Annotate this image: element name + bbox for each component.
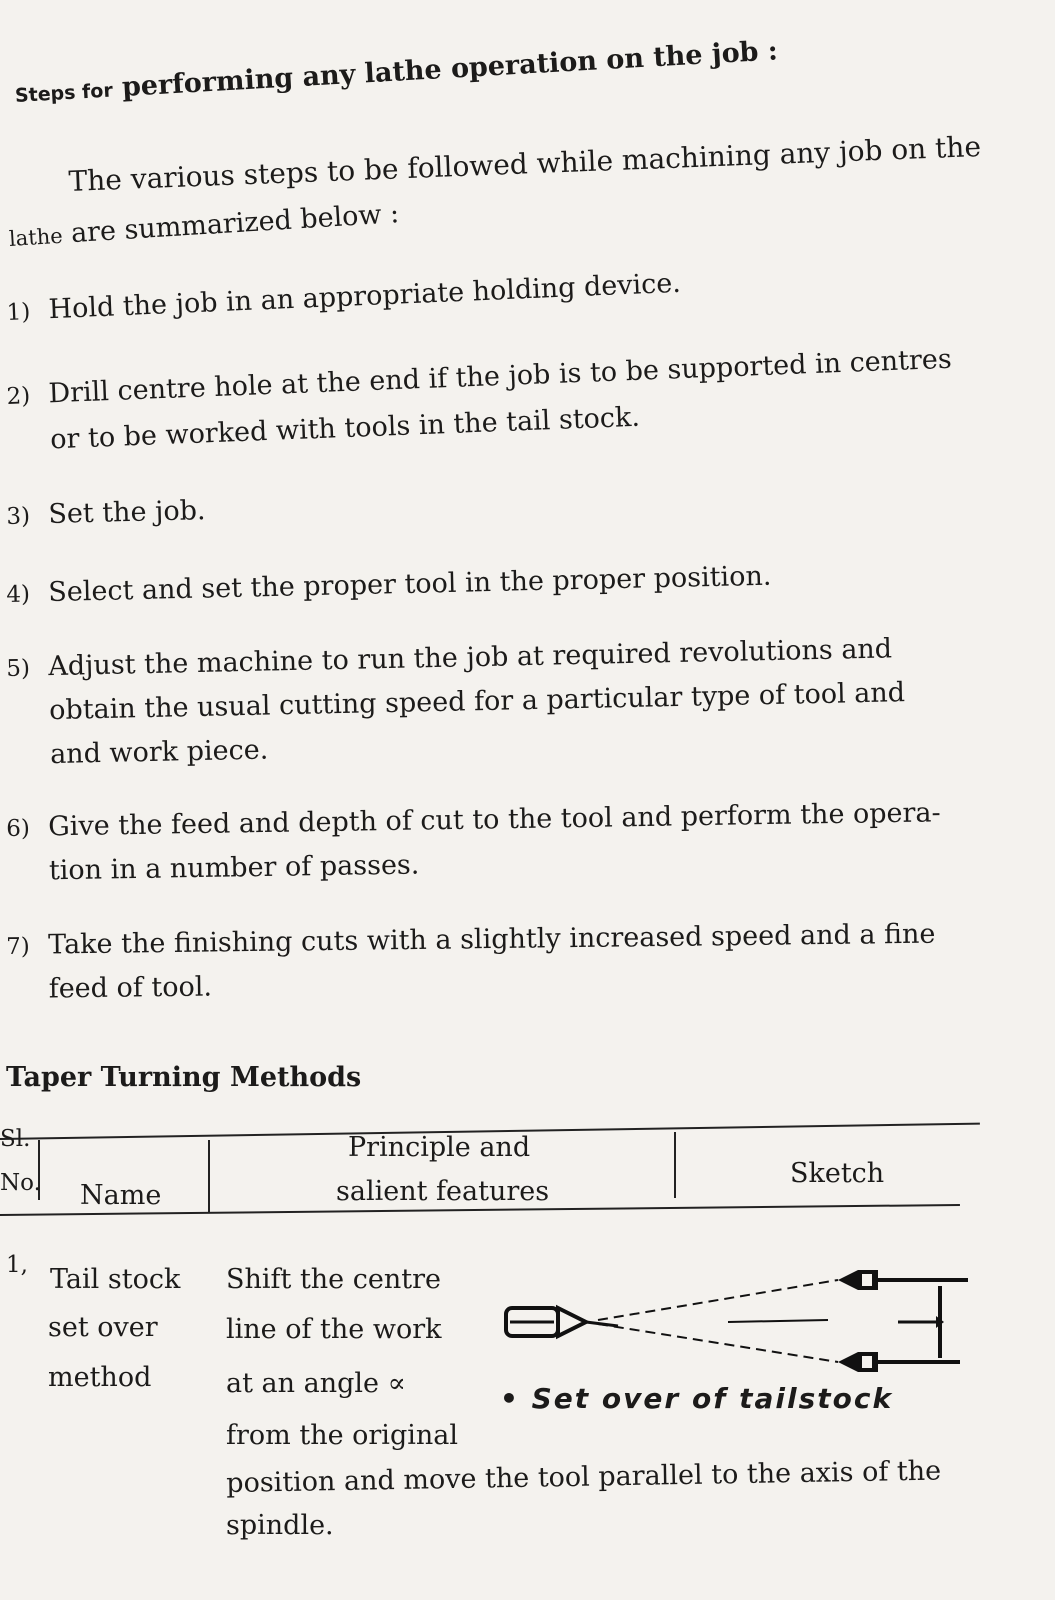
tailstock-setover-sketch [498,1262,978,1392]
step-6 [6,797,941,887]
step-text-continued: obtain the usual cutting speed for a particular type of tool and [48,677,906,727]
step-text-continued: and work piece. [49,734,269,771]
table-column-divider [674,1132,676,1198]
step-text: Take the finishing cuts with a slightly increased speed and a fine [47,918,936,961]
header-sl: Sl. [0,1126,31,1152]
row-principle-line: at an angle ∝ [226,1368,406,1399]
step-text: Hold the job in an appropriate holding device. [47,267,682,326]
row-continuation-line: position and move the tool parallel to the axis of the [226,1455,942,1499]
step-2 [6,343,953,456]
row-principle-line: Shift the centre [226,1264,441,1295]
row-principle-line: from the original [226,1420,458,1451]
step-text-continued: tion in a number of passes. [48,849,420,887]
step-number: 1) [6,299,31,326]
row-name-line: method [48,1362,152,1393]
step-text: Set the job. [47,495,206,530]
step-number: 7) [6,933,30,960]
section-heading [14,35,779,109]
step-7 [6,918,936,1005]
row-name-line: Tail stock [50,1264,181,1295]
step-text: Give the feed and depth of cut to the tool and perform the opera- [47,797,941,843]
tailstock-upper-icon [838,1270,968,1290]
step-1 [6,268,681,327]
section-title: Taper Turning Methods [6,1062,362,1093]
header-principle-bottom: salient features [336,1176,550,1207]
intro-line-2-rest: are summarized below : [61,198,401,250]
headstock-centre-icon [506,1308,618,1336]
step-5 [6,633,906,771]
row-principle-line: line of the work [226,1314,442,1345]
intro-line-1: The various steps to be followed while machining any job on the [68,129,982,198]
step-number: 5) [6,655,31,682]
row-name-line: set over [48,1312,158,1343]
heading-lead: Steps for [14,79,114,107]
offset-axis-line [598,1324,838,1362]
step-text-continued: feed of tool. [48,971,213,1005]
original-axis-line [598,1280,838,1320]
step-text: Adjust the machine to run the job at required revolutions and [47,633,893,683]
heading-rest: performing any lathe operation on the job : [111,35,779,104]
intro-line-2 [8,198,400,253]
row-continuation-line: spindle. [226,1510,334,1541]
intro-line-2-lead: lathe [8,223,64,251]
header-name: Name [80,1180,162,1211]
row-sl-number: 1, [6,1252,28,1278]
step-4 [6,561,772,609]
header-sketch: Sketch [790,1158,885,1189]
step-text: Select and set the proper tool in the proper position. [47,560,772,609]
header-no: No. [0,1170,41,1196]
step-text: Drill centre hole at the end if the job is to be supported in centres [47,343,953,410]
sketch-caption: • Set over of tailstock [500,1382,894,1415]
step-3 [6,495,206,531]
step-number: 2) [6,383,31,410]
step-number: 3) [6,503,31,530]
header-principle-top: Principle and [348,1132,531,1163]
step-text-continued: or to be worked with tools in the tail stock. [49,401,641,456]
step-number: 6) [6,815,31,842]
table-column-divider [208,1140,210,1212]
step-number: 4) [6,581,31,608]
